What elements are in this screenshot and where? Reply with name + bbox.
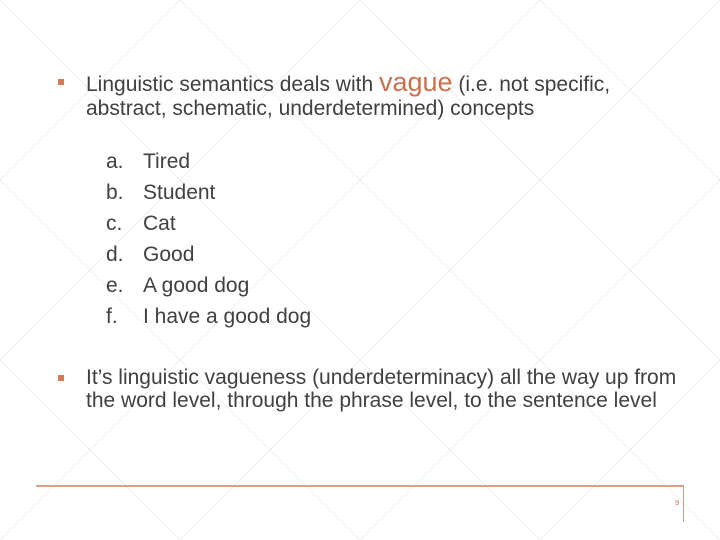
- list-item-text: Cat: [143, 212, 176, 235]
- list-item-letter: a.: [106, 150, 124, 173]
- bullet-semantics-tail: (i.e. not specific, abstract, schematic, underdetermined) concepts: [86, 73, 611, 120]
- bullet-marker-icon: [58, 79, 64, 85]
- vague-emphasis: vague: [378, 67, 453, 97]
- list-item-letter: e.: [106, 274, 124, 297]
- bullet-semantics-text: [86, 67, 696, 121]
- list-item-text: Good: [143, 243, 195, 266]
- footer-divider: [36, 485, 684, 487]
- list-item-text: A good dog: [143, 274, 250, 297]
- list-item-text: Student: [143, 181, 216, 204]
- list-item-letter: f.: [106, 305, 118, 328]
- list-item-text: Tired: [143, 150, 191, 173]
- list-item-letter: c.: [106, 212, 123, 235]
- bullet-vagueness-text: It’s linguistic vagueness (underdeterminacy) all the way up from the word level, through the phrase level, to the sentence level: [86, 366, 677, 412]
- list-item-text: I have a good dog: [143, 305, 312, 328]
- list-item-letter: b.: [106, 181, 124, 204]
- list-item-letter: d.: [106, 243, 124, 266]
- bullet-marker-icon: [58, 375, 64, 381]
- page-number: 9: [675, 500, 679, 507]
- footer-divider-tick: [683, 487, 684, 522]
- bullet-semantics-lead: Linguistic semantics deals with: [86, 73, 379, 96]
